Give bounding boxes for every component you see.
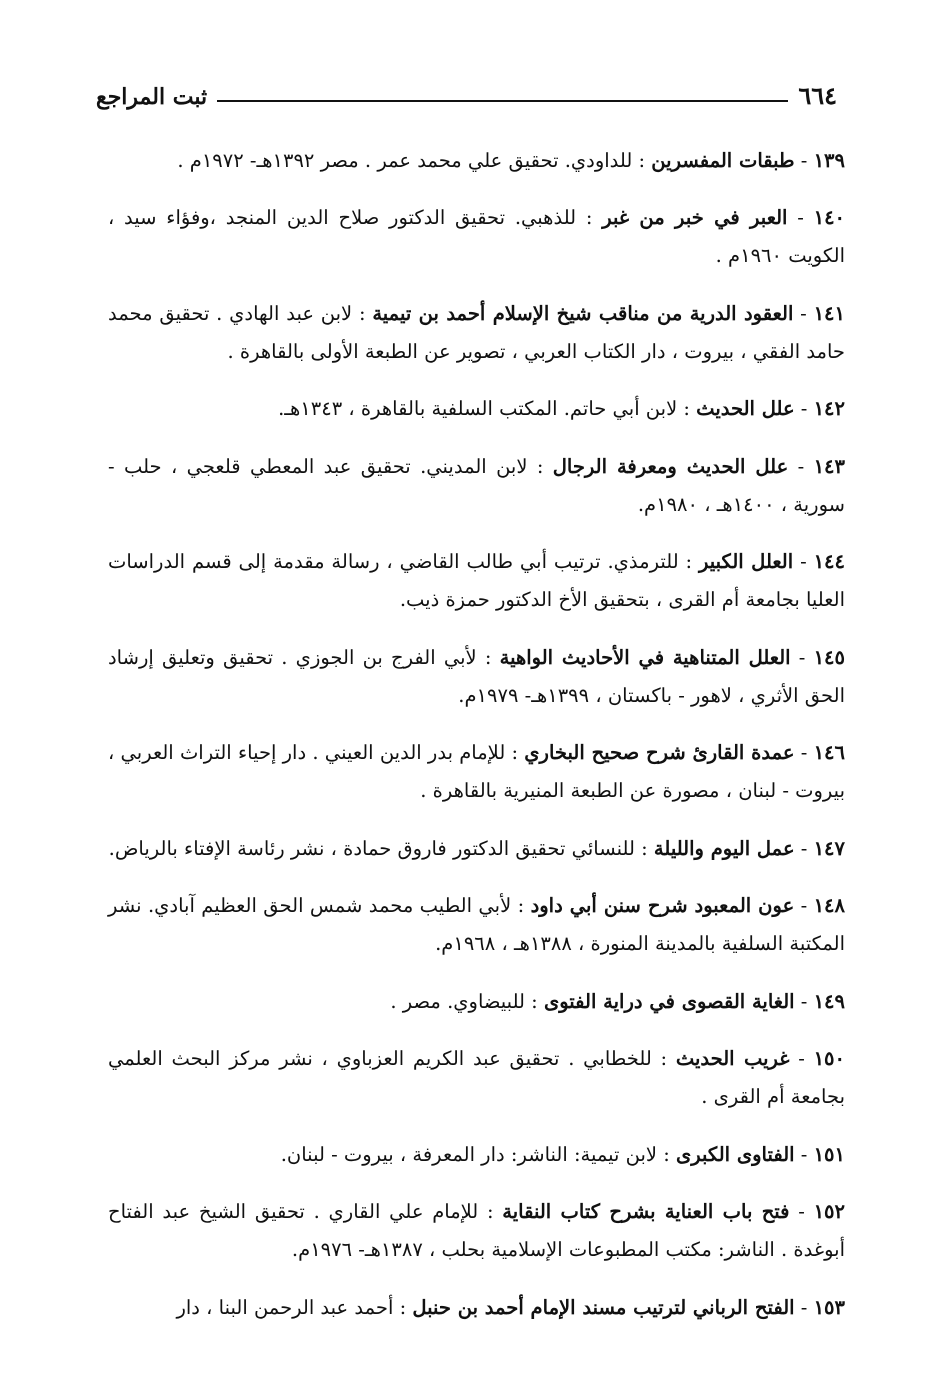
entry-number: ١٥٣ <box>813 1295 845 1319</box>
entry-title: العلل الكبير <box>699 550 794 573</box>
entry-title: العلل المتناهية في الأحاديث الواهية <box>499 645 791 669</box>
entry-number: ١٣٩ <box>813 148 845 172</box>
header-rule <box>217 100 788 102</box>
reference-entry: ١٤٦ - عمدة القارئ شرح صحيح البخاري : للإمام بدر الدين العيني . دار إحياء التراث العربي ، بيروت - لبنان ، مصورة عن الطبعة المنيرية بالقاهرة . <box>108 741 845 802</box>
entry-title: علل الحديث <box>696 397 795 420</box>
page-header <box>96 76 837 110</box>
entry-number: ١٥١ <box>813 1142 845 1166</box>
entry-body: : لابن عبد الهادي . تحقيق محمد حامد الفقي ، بيروت ، دار الكتاب العربي ، تصوير عن الطبعة الأولى بالقاهرة . <box>108 301 845 363</box>
entry-title: فتح باب العناية بشرح كتاب النقاية <box>502 1200 790 1223</box>
reference-entry: ١٥١ - الفتاوى الكبرى : لابن تيمية: الناشر: دار المعرفة ، بيروت - لبنان. <box>280 1142 845 1166</box>
entry-title: غريب الحديث <box>675 1047 790 1070</box>
entry-number: ١٤٢ <box>813 397 845 420</box>
entry-body: : لأبي الفرج بن الجوزي . تحقيق وتعليق إرشاد الحق الأثري ، لاهور - باكستان ، ١٣٩٩هـ- ١٩٧٩م. <box>108 645 845 707</box>
entry-title: عمدة القارئ شرح صحيح البخاري <box>524 741 795 764</box>
entry-body: : للخطابي . تحقيق عبد الكريم العزباوي ، نشر مركز البحث العلمي بجامعة أم القرى . <box>108 1047 845 1108</box>
entry-number: ١٤١ <box>813 301 845 325</box>
reference-entry: ١٥٣ - الفتح الرباني لترتيب مسند الإمام أحمد بن حنبل : أحمد عبد الرحمن البنا ، دار <box>176 1295 845 1319</box>
reference-entry: ١٤٣ - علل الحديث ومعرفة الرجال : لابن المديني. تحقيق عبد المعطي قلعجي ، حلب - سورية ، ١٤٠٠هـ ، ١٩٨٠م. <box>108 454 845 516</box>
entry-body: : للترمذي. ترتيب أبي طالب القاضي ، رسالة مقدمة إلى قسم الدراسات العليا بجامعة أم القرى ، بتحقيق الأخ الدكتور حمزة ذيب. <box>108 550 845 611</box>
entry-number: ١٤٩ <box>813 989 845 1013</box>
references-list <box>108 122 845 1338</box>
entry-body: : لابن تيمية: الناشر: دار المعرفة ، بيروت - لبنان. <box>280 1142 670 1166</box>
entry-body: : للذهبي. تحقيق الدكتور صلاح الدين المنجد ،وفؤاء سيد ، الكويت ١٩٦٠م . <box>108 206 845 267</box>
running-title: ثبت المراجع <box>96 84 208 110</box>
reference-entry: ١٥٢ - فتح باب العناية بشرح كتاب النقاية : للإمام علي القاري . تحقيق الشيخ عبد الفتاح أبوغدة . الناشر: مكتب المطبوعات الإسلامية بحلب ، ١٣٨٧هـ- ١٩٧٦م. <box>108 1200 845 1261</box>
entry-title: طبقات المفسرين <box>651 148 795 172</box>
entry-body: : لابن المديني. تحقيق عبد المعطي قلعجي ، حلب - سورية ، ١٤٠٠هـ ، ١٩٨٠م. <box>108 454 845 516</box>
entry-title: عون المعبود شرح سنن أبي داود <box>530 894 795 917</box>
reference-entry: ١٤٨ - عون المعبود شرح سنن أبي داود : لأبي الطيب محمد شمس الحق العظيم آبادي. نشر المكتبة السلفية بالمدينة المنورة ، ١٣٨٨هـ ، ١٩٦٨م. <box>108 894 845 955</box>
entry-body: : لابن أبي حاتم. المكتب السلفية بالقاهرة ، ١٣٤٣هـ. <box>278 397 690 420</box>
entry-body: : أحمد عبد الرحمن البنا ، دار <box>176 1295 407 1319</box>
entry-body: : للبيضاوي. مصر . <box>390 989 538 1013</box>
entry-number: ١٤٤ <box>813 550 845 573</box>
reference-entry: ١٤٥ - العلل المتناهية في الأحاديث الواهية : لأبي الفرج بن الجوزي . تحقيق وتعليق إرشاد الحق الأثري ، لاهور - باكستان ، ١٣٩٩هـ- ١٩٧٩م. <box>108 645 845 707</box>
page-number: ٦٦٤ <box>798 81 837 110</box>
reference-entry: ١٥٠ - غريب الحديث : للخطابي . تحقيق عبد الكريم العزباوي ، نشر مركز البحث العلمي بجامعة أم القرى . <box>108 1047 845 1108</box>
reference-entry: ١٤٩ - الغاية القصوى في دراية الفتوى : للبيضاوي. مصر . <box>390 989 845 1013</box>
entry-title: الفتح الرباني لترتيب مسند الإمام أحمد بن حنبل <box>412 1295 795 1319</box>
entry-body: : للإمام علي القاري . تحقيق الشيخ عبد الفتاح أبوغدة . الناشر: مكتب المطبوعات الإسلامية بحلب ، ١٣٨٧هـ- ١٩٧٦م. <box>108 1200 845 1261</box>
reference-entry: ١٤٠ - العبر في خبر من غبر : للذهبي. تحقيق الدكتور صلاح الدين المنجد ،وفؤاء سيد ، الكويت ١٩٦٠م . <box>108 206 846 267</box>
reference-entry: ١٤٢ - علل الحديث : لابن أبي حاتم. المكتب السلفية بالقاهرة ، ١٣٤٣هـ. <box>278 397 845 420</box>
entry-title: الفتاوى الكبرى <box>676 1142 795 1166</box>
entry-body: : للداودي. تحقيق علي محمد عمر . مصر ١٣٩٢هـ- ١٩٧٢م . <box>177 148 646 172</box>
entry-number: ١٥٠ <box>813 1047 845 1070</box>
entry-title: الغاية القصوى في دراية الفتوى <box>543 989 795 1013</box>
reference-entry: ١٤٧ - عمل اليوم والليلة : للنسائي تحقيق الدكتور فاروق حمادة ، نشر رئاسة الإفتاء بالرياض. <box>108 836 845 860</box>
reference-entry: ١٣٩ - طبقات المفسرين : للداودي. تحقيق علي محمد عمر . مصر ١٣٩٢هـ- ١٩٧٢م . <box>177 148 845 172</box>
entry-body: : للإمام بدر الدين العيني . دار إحياء التراث العربي ، بيروت - لبنان ، مصورة عن الطبعة المنيرية بالقاهرة . <box>108 741 845 802</box>
entry-title: علل الحديث ومعرفة الرجال <box>552 454 789 478</box>
entry-number: ١٤٦ <box>813 741 845 764</box>
entry-number: ١٤٠ <box>813 206 846 229</box>
entry-title: عمل اليوم والليلة <box>653 836 795 860</box>
reference-entry: ١٤١ - العقود الدرية من مناقب شيخ الإسلام أحمد بن تيمية : لابن عبد الهادي . تحقيق محمد حامد الفقي ، بيروت ، دار الكتاب العربي ، تصوير عن الطبعة الأولى بالقاهرة . <box>108 301 845 363</box>
entry-body: : للنسائي تحقيق الدكتور فاروق حمادة ، نشر رئاسة الإفتاء بالرياض. <box>108 836 648 860</box>
entry-number: ١٤٧ <box>813 836 845 860</box>
reference-entry: ١٤٤ - العلل الكبير : للترمذي. ترتيب أبي طالب القاضي ، رسالة مقدمة إلى قسم الدراسات العليا بجامعة أم القرى ، بتحقيق الأخ الدكتور حمزة ذيب. <box>108 550 845 611</box>
entry-number: ١٤٣ <box>813 454 845 478</box>
entry-body: : لأبي الطيب محمد شمس الحق العظيم آبادي. نشر المكتبة السلفية بالمدينة المنورة ، ١٣٨٨هـ ، ١٩٦٨م. <box>108 894 845 955</box>
entry-title: العقود الدرية من مناقب شيخ الإسلام أحمد بن تيمية <box>372 301 794 325</box>
entry-number: ١٥٢ <box>813 1200 845 1223</box>
entry-number: ١٤٥ <box>813 645 845 669</box>
entry-title: العبر في خبر من غبر <box>602 206 788 229</box>
entry-number: ١٤٨ <box>813 894 845 917</box>
